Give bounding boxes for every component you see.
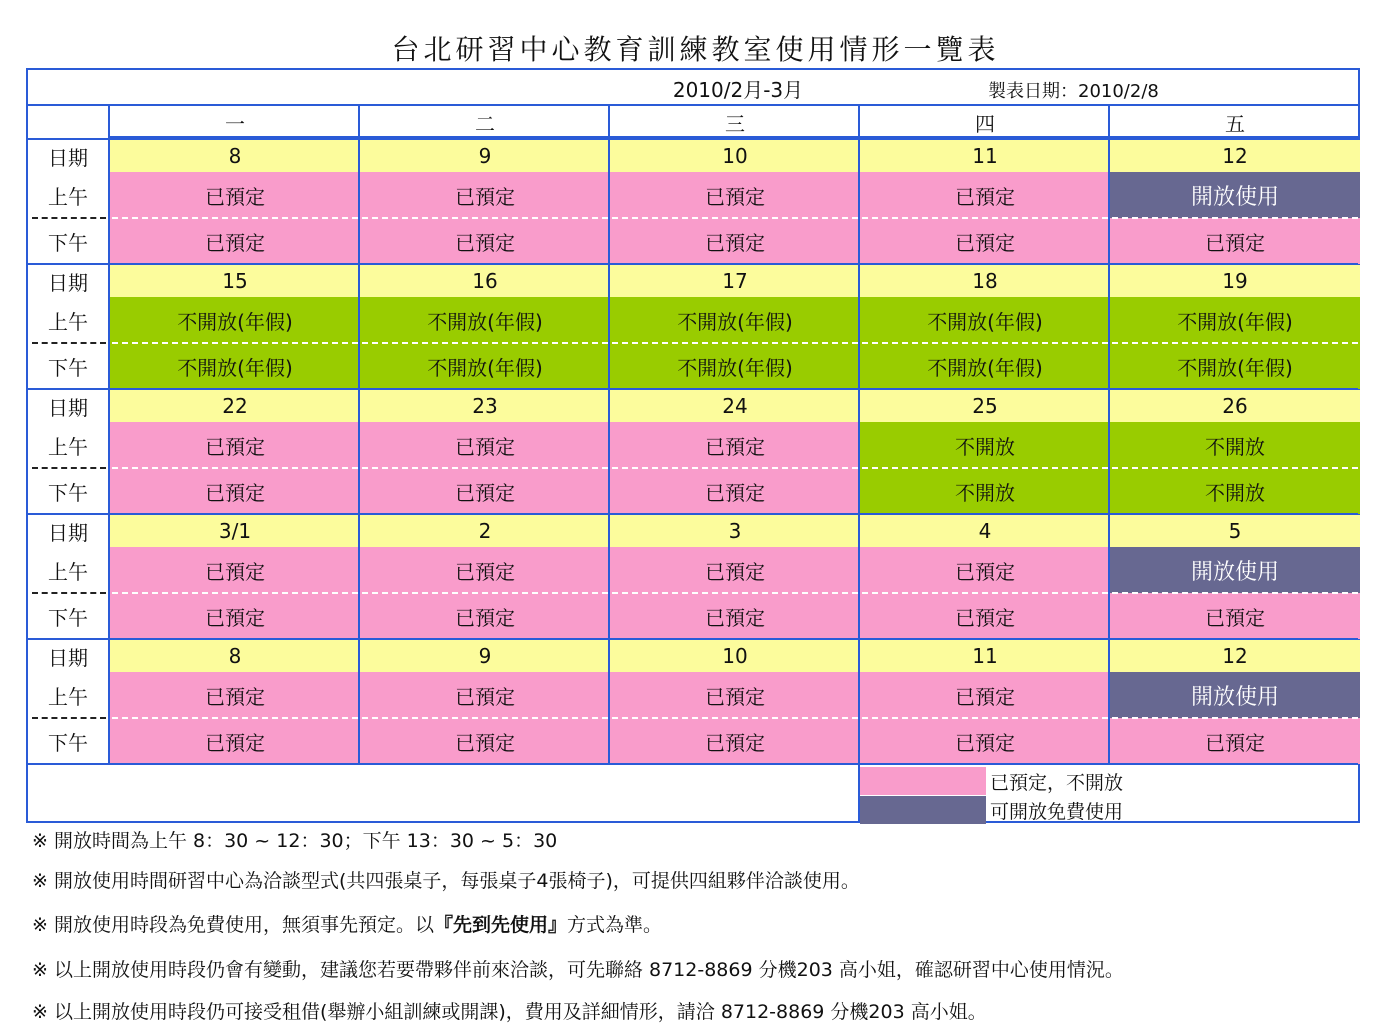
pm-slot-cell: 不開放	[1110, 468, 1360, 514]
am-slot-cell: 已預定	[360, 672, 610, 718]
grid-line	[858, 106, 860, 764]
date-cell: 22	[110, 390, 360, 422]
slot-divider	[362, 717, 608, 719]
weekday-header: 三	[725, 111, 745, 136]
row-label-date: 日期	[48, 395, 88, 420]
date-cell: 24	[610, 390, 860, 422]
date-cell: 12	[1110, 640, 1360, 672]
pm-slot-cell: 已預定	[110, 718, 360, 764]
grid-line	[108, 136, 1358, 138]
date-cell: 11	[860, 140, 1110, 172]
pm-slot-cell: 已預定	[1110, 718, 1360, 764]
am-slot-cell: 不開放(年假)	[860, 297, 1110, 343]
slot-divider	[612, 467, 858, 469]
am-slot-cell: 不開放	[860, 422, 1110, 468]
date-cell: 16	[360, 265, 610, 297]
slot-divider	[112, 592, 358, 594]
pm-slot-cell: 已預定	[360, 593, 610, 639]
am-slot-cell: 已預定	[360, 547, 610, 593]
am-slot-cell: 已預定	[610, 672, 860, 718]
slot-divider	[1112, 467, 1358, 469]
pm-slot-cell: 已預定	[110, 593, 360, 639]
schedule-table	[26, 68, 1360, 823]
am-slot-cell: 已預定	[860, 672, 1110, 718]
pm-slot-cell: 已預定	[610, 593, 860, 639]
pm-slot-cell: 已預定	[860, 593, 1110, 639]
row-label-pm: 下午	[48, 605, 88, 630]
note-line	[32, 955, 1124, 982]
date-cell: 15	[110, 265, 360, 297]
row-divider	[32, 717, 106, 719]
date-cell: 17	[610, 265, 860, 297]
note-text: ※ 以上開放使用時段仍可接受租借(舉辦小組訓練或開課)，費用及詳細情形，請洽 8712-8869 分機203 高小姐。	[32, 1001, 987, 1023]
am-slot-cell: 已預定	[860, 547, 1110, 593]
slot-divider	[862, 717, 1108, 719]
date-cell: 25	[860, 390, 1110, 422]
am-slot-cell: 已預定	[110, 422, 360, 468]
date-cell: 4	[860, 515, 1110, 547]
grid-line	[858, 765, 860, 821]
am-slot-cell: 已預定	[360, 172, 610, 218]
am-slot-cell: 不開放(年假)	[360, 297, 610, 343]
date-cell: 3	[610, 515, 860, 547]
date-cell: 18	[860, 265, 1110, 297]
pm-slot-cell: 已預定	[610, 718, 860, 764]
row-label-pm: 下午	[48, 730, 88, 755]
date-cell: 11	[860, 640, 1110, 672]
note-line	[32, 866, 860, 893]
grid-line	[608, 106, 610, 764]
pm-slot-cell: 已預定	[610, 218, 860, 264]
slot-divider	[862, 342, 1108, 344]
am-slot-cell: 開放使用	[1110, 672, 1360, 718]
pm-slot-cell: 不開放	[860, 468, 1110, 514]
slot-divider	[1112, 342, 1358, 344]
note-emphasis: 『先到先使用』	[433, 914, 567, 936]
row-label-pm: 下午	[48, 355, 88, 380]
date-cell: 9	[360, 640, 610, 672]
note-line	[32, 910, 662, 937]
am-slot-cell: 已預定	[360, 422, 610, 468]
legend-label: 可開放免費使用	[990, 800, 1124, 823]
date-cell: 26	[1110, 390, 1360, 422]
date-cell: 2	[360, 515, 610, 547]
row-label-date: 日期	[48, 520, 88, 545]
note-line	[32, 997, 987, 1024]
slot-divider	[112, 217, 358, 219]
pm-slot-cell: 已預定	[360, 718, 610, 764]
page-title: 台北研習中心教育訓練教室使用情形一覽表	[391, 33, 1000, 66]
pm-slot-cell: 已預定	[610, 468, 860, 514]
row-label-date: 日期	[48, 645, 88, 670]
am-slot-cell: 開放使用	[1110, 172, 1360, 218]
pm-slot-cell: 不開放(年假)	[110, 343, 360, 389]
legend-label: 已預定，不開放	[990, 771, 1124, 794]
pm-slot-cell: 不開放(年假)	[360, 343, 610, 389]
date-cell: 10	[610, 640, 860, 672]
date-cell: 23	[360, 390, 610, 422]
date-cell: 12	[1110, 140, 1360, 172]
pm-slot-cell: 已預定	[360, 218, 610, 264]
date-cell: 9	[360, 140, 610, 172]
row-label-am: 上午	[48, 559, 88, 584]
date-cell: 8	[110, 640, 360, 672]
slot-divider	[1112, 592, 1358, 594]
grid-line	[358, 106, 360, 764]
slot-divider	[862, 467, 1108, 469]
am-slot-cell: 已預定	[110, 672, 360, 718]
note-line	[32, 826, 557, 853]
made-date: 製表日期：2010/2/8	[988, 81, 1159, 102]
am-slot-cell: 已預定	[110, 547, 360, 593]
row-label-am: 上午	[48, 434, 88, 459]
slot-divider	[612, 717, 858, 719]
slot-divider	[612, 217, 858, 219]
slot-divider	[362, 217, 608, 219]
row-label-am: 上午	[48, 309, 88, 334]
pm-slot-cell: 已預定	[860, 718, 1110, 764]
row-label-pm: 下午	[48, 230, 88, 255]
am-slot-cell: 已預定	[610, 422, 860, 468]
slot-divider	[612, 342, 858, 344]
row-divider	[32, 592, 106, 594]
am-slot-cell: 不開放	[1110, 422, 1360, 468]
am-slot-cell: 不開放(年假)	[610, 297, 860, 343]
grid-line	[28, 763, 1358, 765]
date-cell: 3/1	[110, 515, 360, 547]
slot-divider	[612, 592, 858, 594]
row-label-pm: 下午	[48, 480, 88, 505]
pm-slot-cell: 已預定	[1110, 593, 1360, 639]
pm-slot-cell: 不開放(年假)	[860, 343, 1110, 389]
am-slot-cell: 已預定	[110, 172, 360, 218]
slot-divider	[112, 717, 358, 719]
row-label-date: 日期	[48, 145, 88, 170]
grid-line	[1108, 106, 1110, 764]
weekday-header: 四	[975, 111, 995, 136]
note-text: ※ 開放使用時段為免費使用，無須事先預定。以	[32, 914, 434, 936]
slot-divider	[862, 217, 1108, 219]
pm-slot-cell: 已預定	[1110, 218, 1360, 264]
date-cell: 8	[110, 140, 360, 172]
date-cell: 19	[1110, 265, 1360, 297]
open-legend-swatch	[860, 796, 986, 824]
slot-divider	[112, 467, 358, 469]
note-text: ※ 開放使用時間研習中心為洽談型式(共四張桌子，每張桌子4張椅子)，可提供四組夥伴洽談使用。	[32, 870, 860, 892]
row-divider	[32, 342, 106, 344]
date-cell: 5	[1110, 515, 1360, 547]
reserved-legend-swatch	[860, 767, 986, 795]
period-label: 2010/2月-3月	[672, 77, 804, 102]
row-divider	[32, 217, 106, 219]
pm-slot-cell: 不開放(年假)	[1110, 343, 1360, 389]
pm-slot-cell: 不開放(年假)	[610, 343, 860, 389]
slot-divider	[862, 592, 1108, 594]
am-slot-cell: 不開放(年假)	[110, 297, 360, 343]
am-slot-cell: 不開放(年假)	[1110, 297, 1360, 343]
slot-divider	[1112, 717, 1358, 719]
slot-divider	[362, 592, 608, 594]
slot-divider	[112, 342, 358, 344]
am-slot-cell: 已預定	[610, 547, 860, 593]
pm-slot-cell: 已預定	[110, 468, 360, 514]
pm-slot-cell: 已預定	[360, 468, 610, 514]
slot-divider	[1112, 217, 1358, 219]
am-slot-cell: 已預定	[860, 172, 1110, 218]
date-cell: 10	[610, 140, 860, 172]
slot-divider	[362, 342, 608, 344]
weekday-header: 五	[1225, 111, 1245, 136]
weekday-header: 一	[225, 111, 245, 136]
note-text: 方式為準。	[566, 914, 662, 936]
row-label-am: 上午	[48, 184, 88, 209]
row-divider	[32, 467, 106, 469]
slot-divider	[362, 467, 608, 469]
row-label-am: 上午	[48, 684, 88, 709]
row-label-date: 日期	[48, 270, 88, 295]
am-slot-cell: 開放使用	[1110, 547, 1360, 593]
pm-slot-cell: 已預定	[110, 218, 360, 264]
weekday-header: 二	[475, 111, 495, 136]
note-text: ※ 以上開放使用時段仍會有變動，建議您若要帶夥伴前來洽談，可先聯絡 8712-8869 分機203 高小姐，確認研習中心使用情況。	[32, 959, 1124, 981]
pm-slot-cell: 已預定	[860, 218, 1110, 264]
note-text: ※ 開放時間為上午 8：30 ~ 12：30；下午 13：30 ~ 5：30	[32, 830, 558, 852]
am-slot-cell: 已預定	[610, 172, 860, 218]
